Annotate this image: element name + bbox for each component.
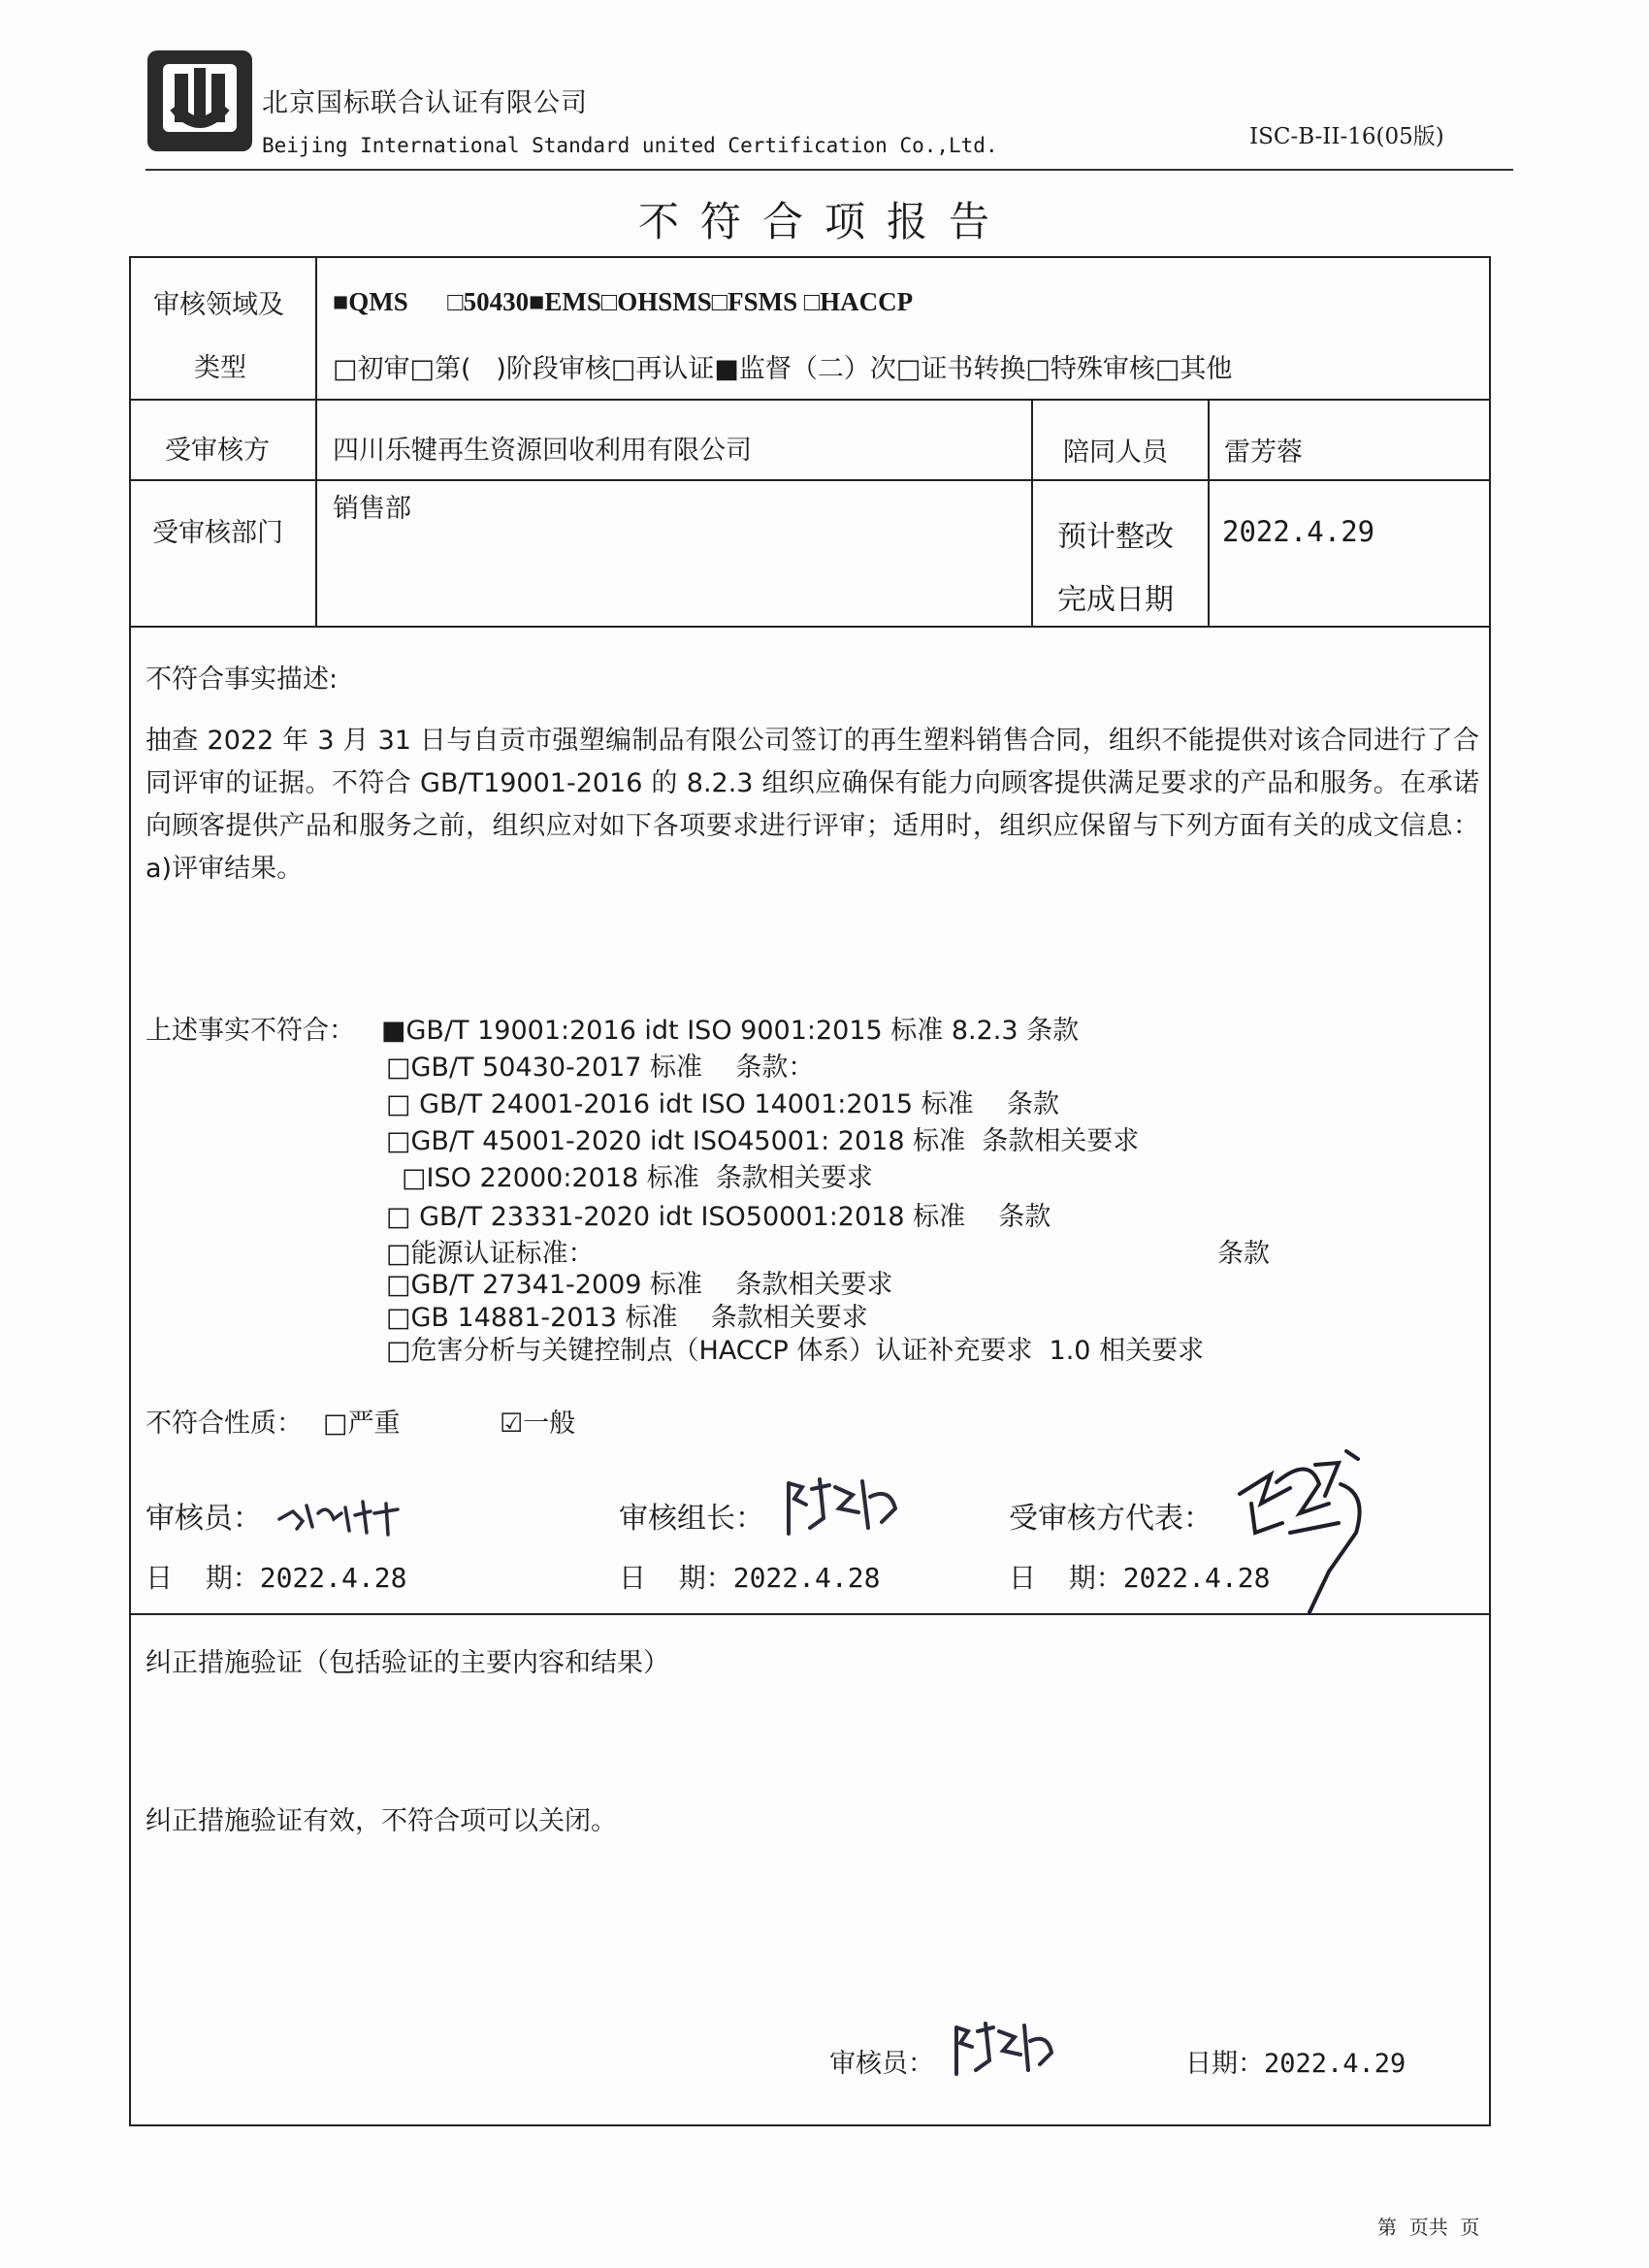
- team-leader-label: 审核组长：: [619, 1502, 764, 1536]
- verification-result: 纠正措施验证有效，不符合项可以关闭。: [146, 1806, 617, 1836]
- verifier-label: 审核员：: [829, 2049, 934, 2079]
- nonconformity-label: 上述事实不符合：: [146, 1016, 355, 1046]
- clause-item: □危害分析与关键控制点（HACCP 体系）认证补充要求 1.0 相关要求: [386, 1336, 1205, 1366]
- audit-type-selection: □初审□第( )阶段审核□再认证■监督（二）次□证书转换□特殊审核□其他: [333, 354, 1233, 384]
- clause-item: □GB/T 27341-2009 标准 条款相关要求: [386, 1270, 893, 1300]
- clause-item: □GB/T 45001-2020 idt ISO45001: 2018 标准 条款相关要求: [386, 1126, 1140, 1156]
- auditor-label: 审核员：: [146, 1502, 262, 1536]
- page-title: 不符合项报告: [637, 198, 1011, 245]
- clause-item: □GB/T 50430-2017 标准 条款：: [386, 1053, 815, 1083]
- team-leader-signature: [781, 1470, 907, 1542]
- clause-item: □ GB/T 24001-2016 idt ISO 14001:2015 标准 条款: [386, 1089, 1059, 1119]
- systems-selection: ■QMS □50430■EMS□OHSMS□FSMS □HACCP: [333, 287, 914, 316]
- auditee-rep-label: 受审核方代表：: [1009, 1502, 1212, 1536]
- row-divider: [129, 479, 1491, 481]
- auditee-label: 受审核方: [165, 436, 270, 466]
- due-label-line1: 预计整改: [1057, 520, 1174, 554]
- due-label-line2: 完成日期: [1057, 583, 1174, 617]
- clause-item: □ISO 22000:2018 标准 条款相关要求: [402, 1163, 873, 1193]
- auditee-rep-date: 日 期：2022.4.28: [1009, 1562, 1271, 1594]
- row-divider: [129, 399, 1491, 401]
- row-divider: [129, 626, 1491, 628]
- header-divider: [146, 169, 1513, 171]
- auditor-signature: [274, 1484, 409, 1542]
- scope-label-line1: 审核领域及: [153, 290, 284, 320]
- page-counter: 第 页共 页: [1377, 2216, 1480, 2239]
- clause-suffix: 条款: [1217, 1239, 1270, 1269]
- severity-serious: □严重: [323, 1409, 401, 1439]
- verification-label: 纠正措施验证（包括验证的主要内容和结果）: [146, 1648, 669, 1678]
- column-divider: [1031, 399, 1033, 626]
- department-value: 销售部: [333, 494, 411, 524]
- company-logo: [146, 49, 254, 153]
- column-divider: [315, 256, 317, 626]
- scope-label-line2: 类型: [194, 353, 246, 383]
- column-divider: [1208, 399, 1210, 626]
- accompany-value: 雷芳蓉: [1224, 437, 1303, 468]
- severity-general: ☑一般: [500, 1409, 576, 1439]
- description-label: 不符合事实描述:: [146, 664, 339, 695]
- clause-item: □ GB/T 23331-2020 idt ISO50001:2018 标准 条款: [386, 1202, 1051, 1232]
- department-label: 受审核部门: [152, 518, 283, 548]
- auditor-date: 日 期：2022.4.28: [146, 1562, 407, 1594]
- due-date-value: 2022.4.29: [1222, 515, 1375, 548]
- auditee-rep-signature: [1232, 1445, 1387, 1620]
- clause-item: □能源认证标准：: [386, 1239, 595, 1269]
- clause-item: □GB 14881-2013 标准 条款相关要求: [386, 1303, 868, 1333]
- company-name-cn: 北京国标联合认证有限公司: [262, 88, 588, 118]
- company-name-en: Beijing International Standard united Certification Co.,Ltd.: [262, 134, 998, 157]
- verification-date: 日期：2022.4.29: [1185, 2049, 1406, 2079]
- description-text: 抽查 2022 年 3 月 31 日与自贡市强塑编制品有限公司签订的再生塑料销售合同，组织不能提供对该合同进行了合同评审的证据。不符合 GB/T19001-2016 的 8.2.3 组织应确保有能力向顾客提供满足要求的产品和服务。在承诺向顾客提供产品和服务之前，组织应对如下各项要求进行评审；适用时，组织应保留与下列方面有关的成文信息：a)评审结果。: [146, 726, 1479, 884]
- clause-item: ■GB/T 19001:2016 idt ISO 9001:2015 标准 8.2.3 条款: [381, 1016, 1080, 1046]
- accompany-label: 陪同人员: [1063, 437, 1168, 468]
- document-code: ISC-B-II-16(05版): [1249, 124, 1444, 149]
- team-leader-date: 日 期：2022.4.28: [619, 1562, 881, 1594]
- verifier-signature: [951, 2016, 1057, 2084]
- auditee-value: 四川乐犍再生资源回收利用有限公司: [333, 436, 752, 466]
- severity-label: 不符合性质：: [146, 1409, 303, 1439]
